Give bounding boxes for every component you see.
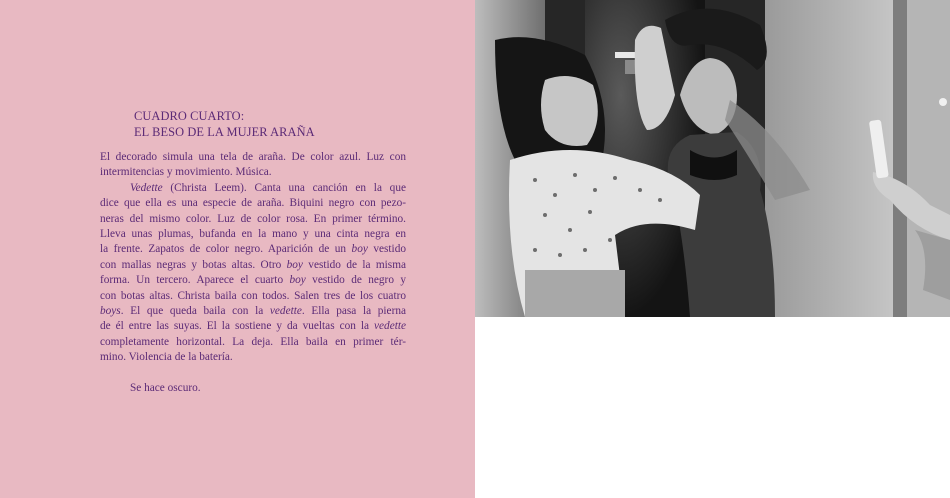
- photo-illustration: [475, 0, 950, 317]
- paragraph-2-line-4: Lleva unas plumas, bufanda en la mano y una cinta negra en: [100, 228, 406, 241]
- paragraph-2-line-5: la frente. Zapatos de color negro. Aparición de un boy vestido: [100, 243, 406, 256]
- boy-term: boy: [286, 258, 303, 271]
- heading-line-2: EL BESO DE LA MUJER ARAÑA: [134, 125, 315, 139]
- backstage-photograph: [475, 0, 950, 317]
- paragraph-2-line-3: neras del mismo color. Luz de color rosa. En primer término.: [100, 212, 406, 225]
- heading-line-1: CUADRO CUARTO:: [134, 109, 245, 123]
- paragraph-2-line-7: forma. Un tercero. Aparece el cuarto boy vestido de negro y: [100, 274, 407, 287]
- paragraph-gap: [100, 366, 406, 381]
- paragraph-2-line-12: mino. Violencia de la batería.: [100, 351, 233, 364]
- paragraph-2-line-2: dice que ella es una especie de araña. Biquini negro con pezo-: [100, 197, 406, 210]
- paragraph-2-line-1: Vedette (Christa Leem). Canta una canción en la que: [130, 181, 406, 194]
- paragraph-2-line-11: completamente horizontal. La deja. Ella baila en primer tér-: [100, 335, 406, 348]
- boys-term: boys: [100, 305, 121, 318]
- vedette-term: Vedette: [130, 181, 163, 194]
- boy-term: boy: [351, 243, 368, 256]
- paragraph-1-line-1: El decorado simula una tela de araña. De color azul. Luz con: [100, 151, 406, 163]
- stage-direction-text: [100, 150, 406, 396]
- vedette-term: vedette: [269, 305, 302, 318]
- section-heading: [134, 108, 315, 140]
- paragraph-1-line-2: intermitencias y movimiento. Música.: [100, 166, 272, 179]
- boy-term: boy: [289, 274, 306, 287]
- paragraph-2-line-9: boys. El que queda baila con la vedette. Ella pasa la pierna: [100, 305, 406, 318]
- vedette-term: vedette: [374, 320, 406, 333]
- paragraph-3: Se hace oscuro.: [130, 381, 201, 394]
- paragraph-2-line-8: con botas altas. Christa baila con todos. Salen tres de los cuatro: [100, 289, 406, 302]
- paragraph-2-line-6: con mallas negras y botas altas. Otro boy vestido de la misma: [100, 258, 406, 271]
- paragraph-2-line-10: de él entre las suyas. El la sostiene y da vueltas con la vedette: [100, 320, 406, 333]
